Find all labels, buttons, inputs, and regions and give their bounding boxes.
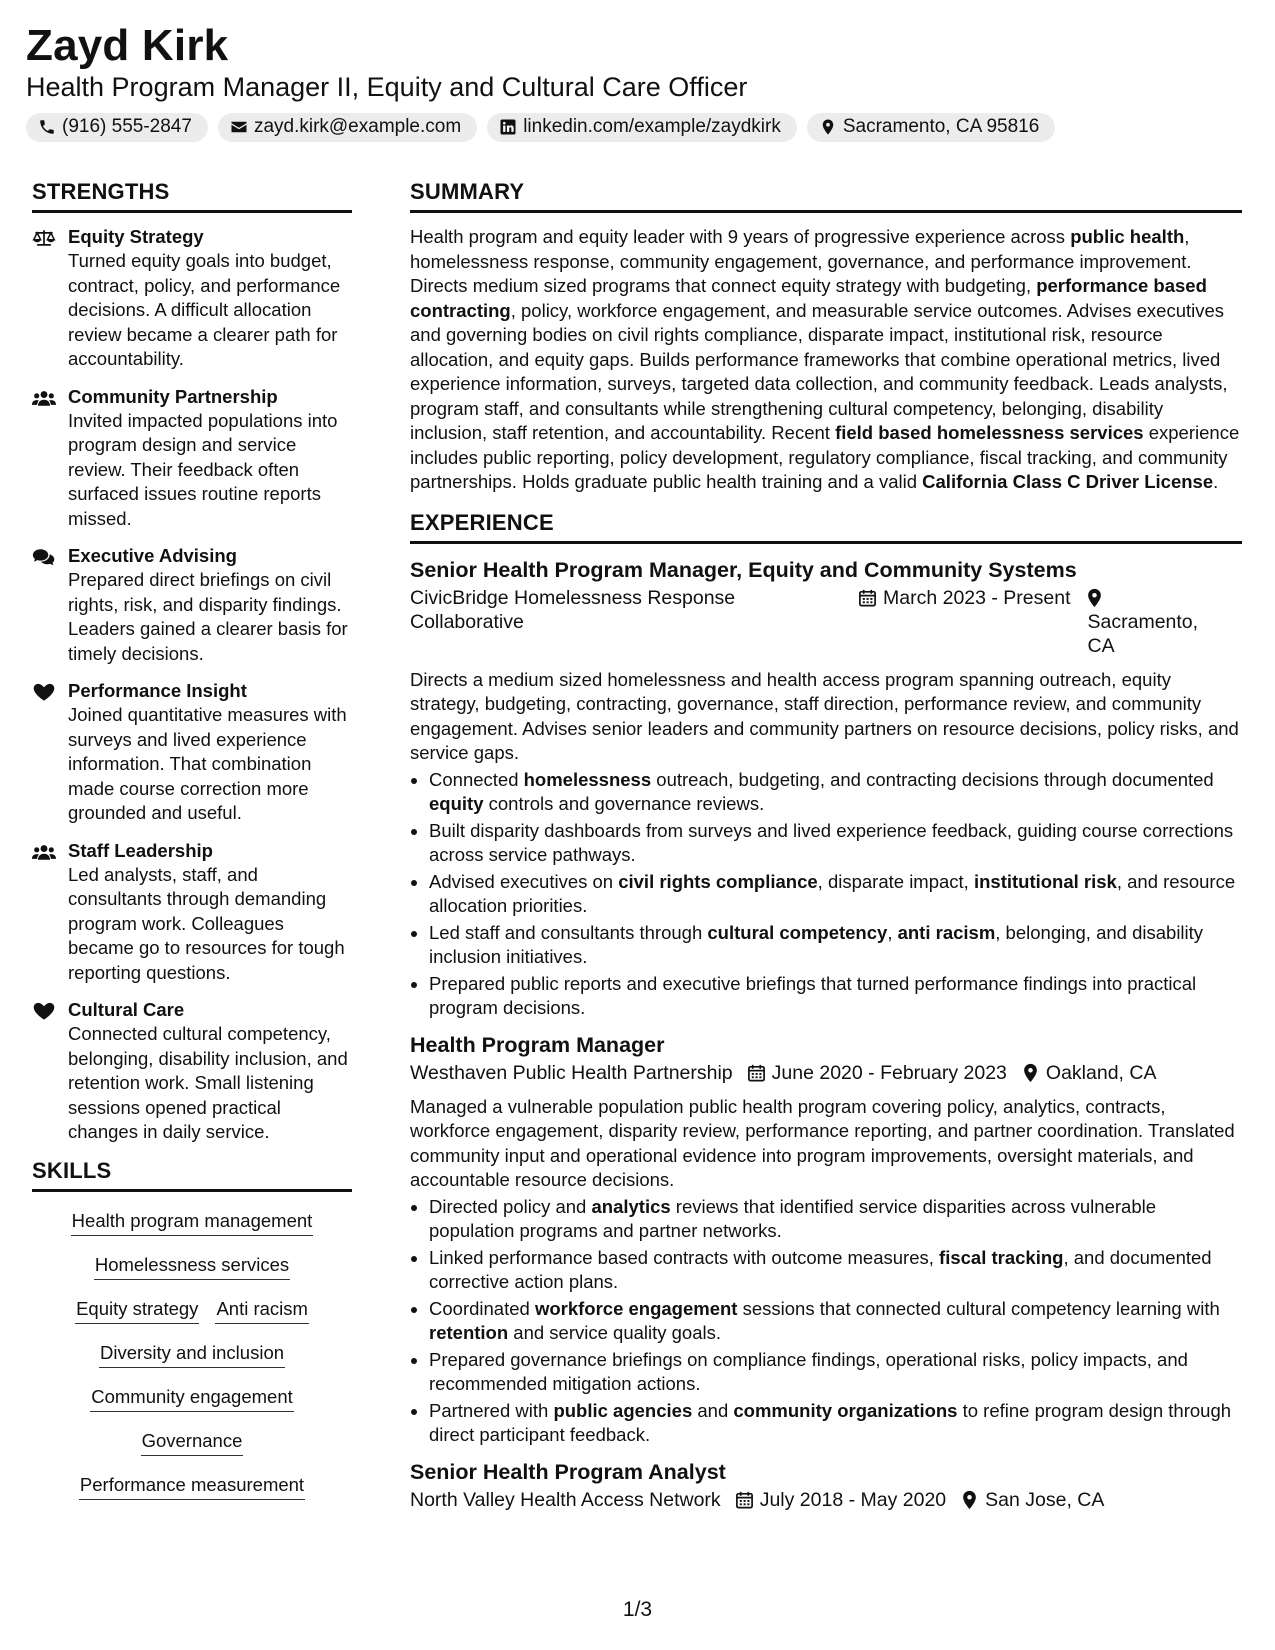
strength-item	[32, 225, 352, 372]
strength-body	[68, 385, 352, 532]
text-segment: Prepared public reports and executive briefings that turned performance findings into practical program decisions.	[429, 972, 1197, 1019]
text-segment: , belonging, and disability inclusion initiatives.	[429, 921, 1204, 968]
bold-text: anti racism	[897, 921, 996, 943]
strengths-list	[32, 225, 352, 1145]
job-dates	[747, 1061, 1007, 1085]
strength-body	[68, 839, 352, 986]
summary-text	[410, 225, 1242, 495]
strength-body	[68, 544, 352, 666]
text-segment: to refine program design through direct participant feedback.	[429, 1399, 1232, 1446]
strength-body	[68, 225, 352, 372]
email-contact[interactable]	[218, 113, 477, 142]
text-segment: and service quality goals.	[508, 1322, 722, 1344]
strength-item	[32, 998, 352, 1145]
bold-text: workforce engagement	[534, 1297, 738, 1319]
bold-text: equity	[429, 793, 484, 815]
strength-title: Staff Leadership	[68, 839, 213, 861]
phone-text: (916) 555-2847	[62, 116, 192, 137]
skills-heading: SKILLS	[32, 1159, 352, 1192]
job-meta	[410, 1061, 1242, 1085]
users-icon	[32, 385, 58, 532]
calendar-icon	[735, 1490, 754, 1510]
text-segment: , policy, workforce engagement, and measurable service outcomes. Advises executives and governing bodies on civil rights compliance, disparate impact, institutional risk, resource allocation, and equity gaps. Builds performance frameworks that combine operational metrics, lived experience information, surveys, targeted data collection, and community feedback. Leads analysts, program staff, and consultants while strengthening cultural competency, belonging, disability inclusion, staff retention, and accountability. Recent	[410, 299, 1228, 444]
bold-text: public health	[1070, 226, 1185, 248]
experience-heading: EXPERIENCE	[410, 511, 1242, 544]
heart-icon	[32, 998, 58, 1145]
skill-tag: Equity strategy	[75, 1298, 199, 1324]
text-segment: , disparate impact,	[817, 870, 974, 892]
strength-title: Community Partnership	[68, 385, 278, 407]
job-dates-text: July 2018 - May 2020	[759, 1488, 947, 1511]
contact-bar	[26, 113, 1055, 142]
skill-row	[32, 1386, 352, 1412]
job-description: Managed a vulnerable population public health program covering policy, analytics, contracts, workforce engagement, disparity review, performance reporting, and partner coordination. Translated community input and operational evidence into program improvements, oversight materials, and accountable resource decisions.	[410, 1095, 1235, 1191]
calendar-icon	[747, 1063, 766, 1083]
candidate-title: Health Program Manager II, Equity and Cultural Care Officer	[26, 72, 748, 102]
job-location-text: Sacramento, CA	[1087, 610, 1199, 657]
skill-row	[32, 1210, 352, 1236]
bold-text: homelessness	[523, 768, 652, 790]
job-meta	[410, 586, 1242, 658]
skill-tag: Health program management	[71, 1210, 314, 1236]
jobs-list	[410, 556, 1242, 1512]
text-segment: Advised executives on	[429, 870, 619, 892]
map-pin-icon	[819, 118, 837, 136]
job-entry	[410, 1031, 1242, 1448]
strength-body	[68, 679, 352, 826]
strength-description: Connected cultural competency, belonging, disability inclusion, and retention work. Small listening sessions opened practical changes in daily service.	[68, 1023, 348, 1143]
text-segment: Directed policy and	[429, 1195, 592, 1217]
text-segment: and	[692, 1399, 734, 1421]
bullet-item	[429, 819, 1242, 868]
job-location	[960, 1488, 1104, 1512]
bullet-item	[429, 870, 1242, 919]
scale-icon	[32, 225, 58, 372]
skills-section	[32, 1159, 352, 1500]
text-segment: Linked performance based contracts with outcome measures,	[429, 1246, 940, 1268]
job-location-text: San Jose, CA	[985, 1488, 1105, 1511]
bold-text: public agencies	[553, 1399, 693, 1421]
map-pin-icon	[1021, 1063, 1040, 1083]
location-contact[interactable]	[807, 113, 1055, 142]
strength-item	[32, 544, 352, 666]
linkedin-contact[interactable]	[487, 113, 797, 142]
bold-text: analytics	[591, 1195, 671, 1217]
phone-icon	[38, 118, 56, 136]
job-entry	[410, 1458, 1242, 1512]
job-dates	[735, 1488, 946, 1512]
job-bullets	[410, 1195, 1242, 1448]
text-segment: Connected	[429, 768, 524, 790]
page-number: 1/3	[622, 1598, 653, 1621]
text-segment: Partnered with	[429, 1399, 554, 1421]
bold-text: community organizations	[733, 1399, 958, 1421]
strength-description: Invited impacted populations into program design and service review. Their feedback often surfaced issues routine reports missed.	[68, 409, 338, 529]
strength-description: Turned equity goals into budget, contract, policy, and performance decisions. A difficult allocation review became a clearer path for accountability.	[68, 250, 341, 370]
location-text: Sacramento, CA 95816	[842, 116, 1040, 137]
strength-title: Performance Insight	[68, 680, 247, 702]
strength-item	[32, 679, 352, 826]
text-segment: experience includes public reporting, policy development, regulatory compliance, fiscal tracking, and community partnerships. Holds graduate public health training and a valid	[410, 422, 1240, 493]
bullet-item	[429, 768, 1242, 817]
strength-description: Led analysts, staff, and consultants through demanding program work. Colleagues became go to resources for tough reporting questions.	[68, 863, 345, 983]
job-organization: North Valley Health Access Network	[410, 1488, 721, 1511]
job-location	[1085, 586, 1203, 658]
strength-title: Executive Advising	[68, 545, 237, 567]
envelope-icon	[230, 118, 248, 136]
linkedin-icon	[499, 118, 517, 136]
text-segment: Prepared governance briefings on compliance findings, operational risks, policy impacts, and recommended mitigation actions.	[429, 1348, 1188, 1395]
text-segment: Led staff and consultants through	[429, 921, 708, 943]
skill-row	[32, 1298, 352, 1324]
strength-description: Joined quantitative measures with surveys and lived experience information. That combination made course correction more grounded and useful.	[68, 704, 347, 824]
bold-text: California Class C Driver License	[922, 471, 1214, 493]
skill-tag: Anti racism	[215, 1298, 309, 1324]
skills-list	[32, 1204, 352, 1500]
skill-row	[32, 1474, 352, 1500]
comments-icon	[32, 544, 58, 666]
job-title: Health Program Manager	[410, 1032, 665, 1057]
text-segment: , homelessness response, community engagement, governance, and performance improvement. Directs medium sized programs that connect equity strategy with budgeting,	[410, 226, 1192, 297]
bullet-item	[429, 1195, 1242, 1244]
bullet-item	[429, 1246, 1242, 1295]
text-segment: , and documented corrective action plans.	[429, 1246, 1212, 1293]
bold-text: field based homelessness services	[835, 422, 1144, 444]
strength-description: Prepared direct briefings on civil rights, risk, and disparity findings. Leaders gained a clearer basis for timely decisions.	[68, 569, 348, 664]
job-organization: CivicBridge Homelessness Response Collaborative	[410, 586, 736, 633]
bullet-item	[429, 1399, 1242, 1448]
strengths-heading: STRENGTHS	[32, 180, 352, 213]
skill-tag: Homelessness services	[94, 1254, 290, 1280]
text-segment: ,	[887, 921, 898, 943]
job-entry	[410, 556, 1242, 1021]
text-segment: controls and governance reviews.	[483, 793, 765, 815]
map-pin-icon	[960, 1490, 979, 1510]
skill-tag: Governance	[141, 1430, 244, 1456]
job-description: Directs a medium sized homelessness and health access program spanning outreach, equity strategy, budgeting, contracting, governance, staff direction, performance review, and community engagement. Advises senior leaders and community partners on resource decisions, policy risks, and service gaps.	[410, 668, 1239, 764]
text-segment: Coordinated	[429, 1297, 535, 1319]
bold-text: cultural competency	[707, 921, 888, 943]
text-segment: , and resource allocation priorities.	[429, 870, 1236, 917]
strength-title: Cultural Care	[68, 999, 185, 1021]
job-dates-text: March 2023 - Present	[883, 586, 1071, 609]
job-location	[1021, 1061, 1157, 1085]
calendar-icon	[858, 588, 877, 608]
job-dates-text: June 2020 - February 2023	[771, 1061, 1007, 1084]
text-segment: reviews that identified service disparities across vulnerable population programs and partner networks.	[429, 1195, 1157, 1242]
bold-text: retention	[429, 1322, 509, 1344]
bullet-item	[429, 972, 1242, 1021]
heart-icon	[32, 679, 58, 826]
strength-item	[32, 839, 352, 986]
job-title: Senior Health Program Analyst	[410, 1459, 726, 1484]
skill-tag: Diversity and inclusion	[99, 1342, 285, 1368]
phone-contact[interactable]	[26, 113, 208, 142]
bold-text: institutional risk	[973, 870, 1117, 892]
text-segment: Health program and equity leader with 9 years of progressive experience across	[410, 226, 1071, 248]
users-icon	[32, 839, 58, 986]
skill-tag: Performance measurement	[79, 1474, 305, 1500]
bullet-item	[429, 1348, 1242, 1397]
skill-row	[32, 1342, 352, 1368]
text-segment: outreach, budgeting, and contracting decisions through documented	[651, 768, 1214, 790]
text-segment: .	[1213, 471, 1219, 493]
job-title: Senior Health Program Manager, Equity and Community Systems	[410, 557, 1077, 582]
strength-body	[68, 998, 352, 1145]
skill-tag: Community engagement	[90, 1386, 294, 1412]
strength-item	[32, 385, 352, 532]
text-segment: Built disparity dashboards from surveys and lived experience feedback, guiding course corrections across service pathways.	[429, 819, 1234, 866]
linkedin-text: linkedin.com/example/zaydkirk	[523, 116, 781, 137]
skill-row	[32, 1254, 352, 1280]
bullet-item	[429, 921, 1242, 970]
bold-text: fiscal tracking	[939, 1246, 1064, 1268]
bullet-item	[429, 1297, 1242, 1346]
job-organization: Westhaven Public Health Partnership	[410, 1061, 733, 1084]
left-column	[32, 180, 352, 1500]
strength-title: Equity Strategy	[68, 226, 204, 248]
candidate-name: Zayd Kirk	[26, 21, 229, 70]
email-text: zayd.kirk@example.com	[253, 116, 462, 137]
bold-text: performance based contracting	[410, 275, 1207, 321]
job-location-text: Oakland, CA	[1045, 1061, 1157, 1084]
bold-text: civil rights compliance	[618, 870, 818, 892]
job-bullets	[410, 768, 1242, 1021]
job-dates	[858, 586, 1071, 610]
summary-heading: SUMMARY	[410, 180, 1242, 213]
skill-row	[32, 1430, 352, 1456]
right-column	[410, 180, 1242, 1522]
text-segment: sessions that connected cultural competency learning with	[737, 1297, 1220, 1319]
job-meta	[410, 1488, 1242, 1512]
